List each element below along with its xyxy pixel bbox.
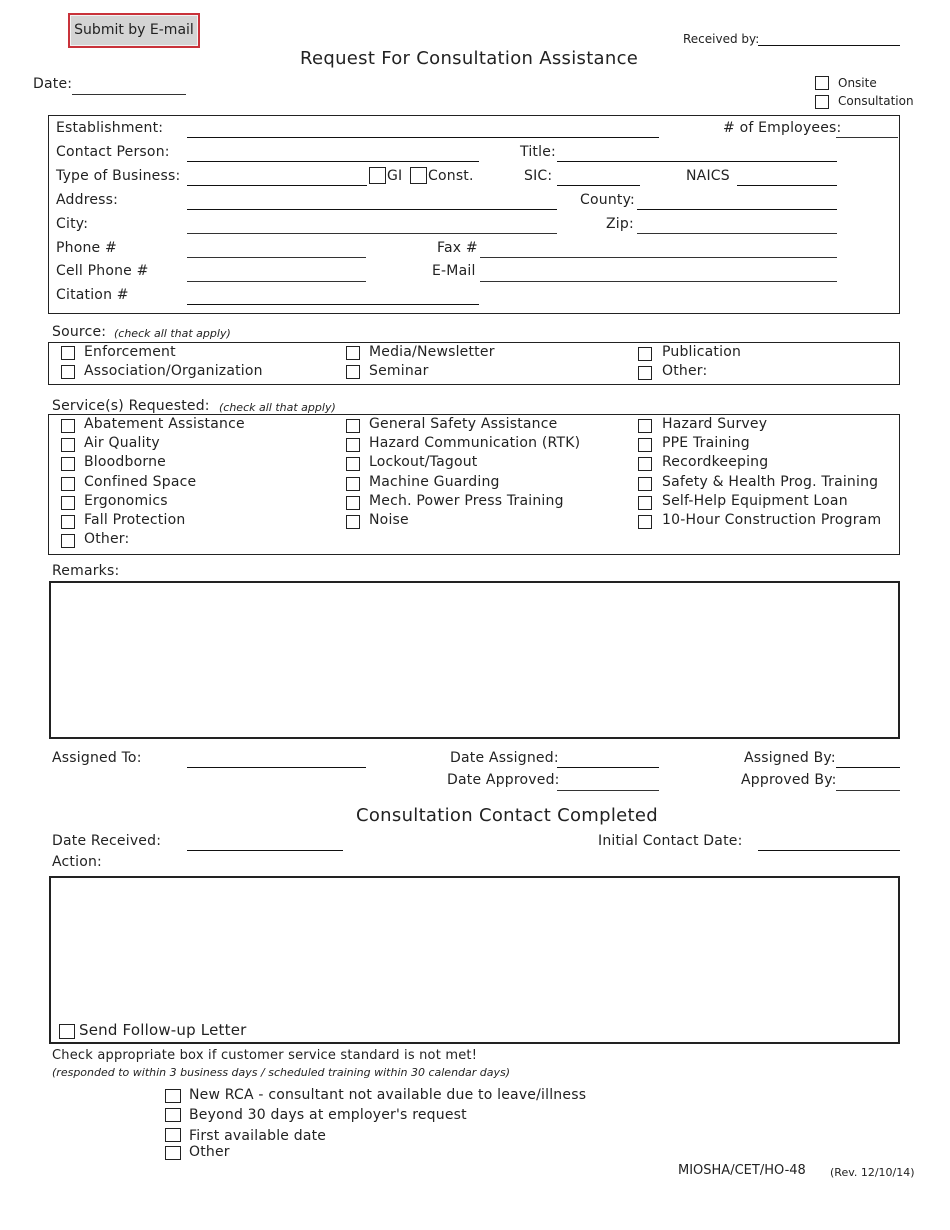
const-checkbox[interactable] xyxy=(410,167,427,184)
action-textarea[interactable] xyxy=(49,876,900,1044)
service-air-quality-checkbox[interactable] xyxy=(61,438,75,452)
gi-checkbox[interactable] xyxy=(369,167,386,184)
remarks-textarea[interactable] xyxy=(49,581,900,739)
standard-other-checkbox[interactable] xyxy=(165,1146,181,1160)
date-field[interactable] xyxy=(72,94,186,95)
service-hazard-survey-checkbox[interactable] xyxy=(638,419,652,433)
citation-label: Citation # xyxy=(56,287,129,303)
service-hazard-survey-label: Hazard Survey xyxy=(662,416,768,432)
date-received-field[interactable] xyxy=(187,850,343,851)
action-label: Action: xyxy=(52,854,102,870)
service-ergonomics-checkbox[interactable] xyxy=(61,496,75,510)
source-publication-label: Publication xyxy=(662,344,742,360)
county-field[interactable] xyxy=(637,209,837,210)
date-approved-field[interactable] xyxy=(557,790,659,791)
source-enforcement-label: Enforcement xyxy=(84,344,176,360)
source-other-label: Other: xyxy=(662,363,708,379)
received-by-label: Received by: xyxy=(683,32,760,46)
service-air-quality-label: Air Quality xyxy=(84,435,160,451)
source-enforcement-checkbox[interactable] xyxy=(61,346,75,360)
service-fall-protection-label: Fall Protection xyxy=(84,512,186,528)
establishment-section xyxy=(48,115,900,314)
initial-contact-date-label: Initial Contact Date: xyxy=(598,833,743,849)
service-confined-space-label: Confined Space xyxy=(84,474,197,490)
naics-field[interactable] xyxy=(737,185,837,186)
form-id: MIOSHA/CET/HO-48 xyxy=(678,1163,806,1178)
approved-by-field[interactable] xyxy=(836,790,900,791)
service-ppe-label: PPE Training xyxy=(662,435,750,451)
address-label: Address: xyxy=(56,192,119,208)
citation-field[interactable] xyxy=(187,304,479,305)
cell-phone-field[interactable] xyxy=(187,281,366,282)
standard-subnote: (responded to within 3 business days / scheduled training within 30 calendar days) xyxy=(52,1066,511,1079)
source-other-checkbox[interactable] xyxy=(638,366,652,380)
date-label: Date: xyxy=(33,76,73,92)
remarks-label: Remarks: xyxy=(52,563,120,579)
source-media-label: Media/Newsletter xyxy=(369,344,495,360)
address-field[interactable] xyxy=(187,209,557,210)
title-field[interactable] xyxy=(557,161,837,162)
form-revision: (Rev. 12/10/14) xyxy=(830,1166,915,1179)
standard-other-label: Other xyxy=(189,1144,230,1160)
source-hint: (check all that apply) xyxy=(114,327,231,340)
contact-person-field[interactable] xyxy=(187,161,479,162)
sic-field[interactable] xyxy=(557,185,640,186)
source-publication-checkbox[interactable] xyxy=(638,347,652,361)
standard-first-available-checkbox[interactable] xyxy=(165,1128,181,1142)
service-machine-guarding-label: Machine Guarding xyxy=(369,474,500,490)
fax-field[interactable] xyxy=(480,257,837,258)
form-title: Request For Consultation Assistance xyxy=(300,48,639,69)
establishment-label: Establishment: xyxy=(56,120,164,136)
service-other-label: Other: xyxy=(84,531,130,547)
gi-label: GI xyxy=(387,168,403,184)
service-hazard-communication-label: Hazard Communication (RTK) xyxy=(369,435,581,451)
service-noise-checkbox[interactable] xyxy=(346,515,360,529)
date-assigned-label: Date Assigned: xyxy=(450,750,559,766)
sic-label: SIC: xyxy=(524,168,553,184)
service-hazard-communication-checkbox[interactable] xyxy=(346,438,360,452)
consultation-label: Consultation xyxy=(838,94,914,108)
county-label: County: xyxy=(580,192,635,208)
services-heading: Service(s) Requested: xyxy=(52,398,210,414)
follow-up-checkbox[interactable] xyxy=(59,1024,75,1039)
onsite-label: Onsite xyxy=(838,76,877,90)
service-noise-label: Noise xyxy=(369,512,409,528)
service-safety-health-label: Safety & Health Prog. Training xyxy=(662,474,879,490)
date-received-label: Date Received: xyxy=(52,833,162,849)
zip-field[interactable] xyxy=(637,233,837,234)
city-label: City: xyxy=(56,216,89,232)
service-power-press-label: Mech. Power Press Training xyxy=(369,493,564,509)
phone-field[interactable] xyxy=(187,257,366,258)
service-other-checkbox[interactable] xyxy=(61,534,75,548)
title-label: Title: xyxy=(520,144,556,160)
service-general-safety-label: General Safety Assistance xyxy=(369,416,558,432)
establishment-field[interactable] xyxy=(187,137,659,138)
naics-label: NAICS xyxy=(686,168,730,184)
submit-by-email-button[interactable]: Submit by E-mail xyxy=(68,13,200,48)
service-abatement-checkbox[interactable] xyxy=(61,419,75,433)
standard-new-rca-checkbox[interactable] xyxy=(165,1089,181,1103)
employees-field[interactable] xyxy=(836,137,898,138)
assigned-by-field[interactable] xyxy=(836,767,900,768)
service-machine-guarding-checkbox[interactable] xyxy=(346,477,360,491)
email-field[interactable] xyxy=(480,281,837,282)
cell-phone-label: Cell Phone # xyxy=(56,263,149,279)
assigned-by-label: Assigned By: xyxy=(744,750,836,766)
employees-label: # of Employees: xyxy=(723,120,842,136)
service-abatement-label: Abatement Assistance xyxy=(84,416,245,432)
email-label: E-Mail xyxy=(432,263,476,279)
standard-first-available-label: First available date xyxy=(189,1128,327,1144)
type-of-business-field[interactable] xyxy=(187,185,367,186)
service-bloodborne-checkbox[interactable] xyxy=(61,457,75,471)
service-fall-protection-checkbox[interactable] xyxy=(61,515,75,529)
service-recordkeeping-checkbox[interactable] xyxy=(638,457,652,471)
service-lockout-checkbox[interactable] xyxy=(346,457,360,471)
service-general-safety-checkbox[interactable] xyxy=(346,419,360,433)
service-ppe-checkbox[interactable] xyxy=(638,438,652,452)
service-power-press-checkbox[interactable] xyxy=(346,496,360,510)
consultation-checkbox[interactable] xyxy=(815,95,829,109)
date-assigned-field[interactable] xyxy=(557,767,659,768)
source-association-checkbox[interactable] xyxy=(61,365,75,379)
zip-label: Zip: xyxy=(606,216,634,232)
source-association-label: Association/Organization xyxy=(84,363,263,379)
const-label: Const. xyxy=(428,168,474,184)
service-10-hour-label: 10-Hour Construction Program xyxy=(662,512,882,528)
service-safety-health-checkbox[interactable] xyxy=(638,477,652,491)
standard-note: Check appropriate box if customer service standard is not met! xyxy=(52,1048,478,1063)
initial-contact-date-field[interactable] xyxy=(758,850,900,851)
service-recordkeeping-label: Recordkeeping xyxy=(662,454,769,470)
source-seminar-label: Seminar xyxy=(369,363,429,379)
assigned-to-label: Assigned To: xyxy=(52,750,142,766)
service-10-hour-checkbox[interactable] xyxy=(638,515,652,529)
received-by-field[interactable] xyxy=(758,45,900,46)
approved-by-label: Approved By: xyxy=(741,772,837,788)
service-bloodborne-label: Bloodborne xyxy=(84,454,166,470)
service-self-help-label: Self-Help Equipment Loan xyxy=(662,493,848,509)
follow-up-label: Send Follow-up Letter xyxy=(79,1021,247,1039)
contact-heading: Consultation Contact Completed xyxy=(356,805,658,826)
source-heading: Source: xyxy=(52,324,107,340)
phone-label: Phone # xyxy=(56,240,117,256)
contact-person-label: Contact Person: xyxy=(56,144,170,160)
city-field[interactable] xyxy=(187,233,557,234)
service-ergonomics-label: Ergonomics xyxy=(84,493,168,509)
standard-beyond-30-checkbox[interactable] xyxy=(165,1108,181,1122)
source-seminar-checkbox[interactable] xyxy=(346,365,360,379)
standard-beyond-30-label: Beyond 30 days at employer's request xyxy=(189,1107,467,1123)
service-lockout-label: Lockout/Tagout xyxy=(369,454,478,470)
services-hint: (check all that apply) xyxy=(219,401,336,414)
service-confined-space-checkbox[interactable] xyxy=(61,477,75,491)
fax-label: Fax # xyxy=(437,240,478,256)
type-of-business-label: Type of Business: xyxy=(56,168,181,184)
date-approved-label: Date Approved: xyxy=(447,772,560,788)
service-self-help-checkbox[interactable] xyxy=(638,496,652,510)
onsite-checkbox[interactable] xyxy=(815,76,829,90)
assigned-to-field[interactable] xyxy=(187,767,366,768)
source-media-checkbox[interactable] xyxy=(346,346,360,360)
standard-new-rca-label: New RCA - consultant not available due to leave/illness xyxy=(189,1087,587,1103)
